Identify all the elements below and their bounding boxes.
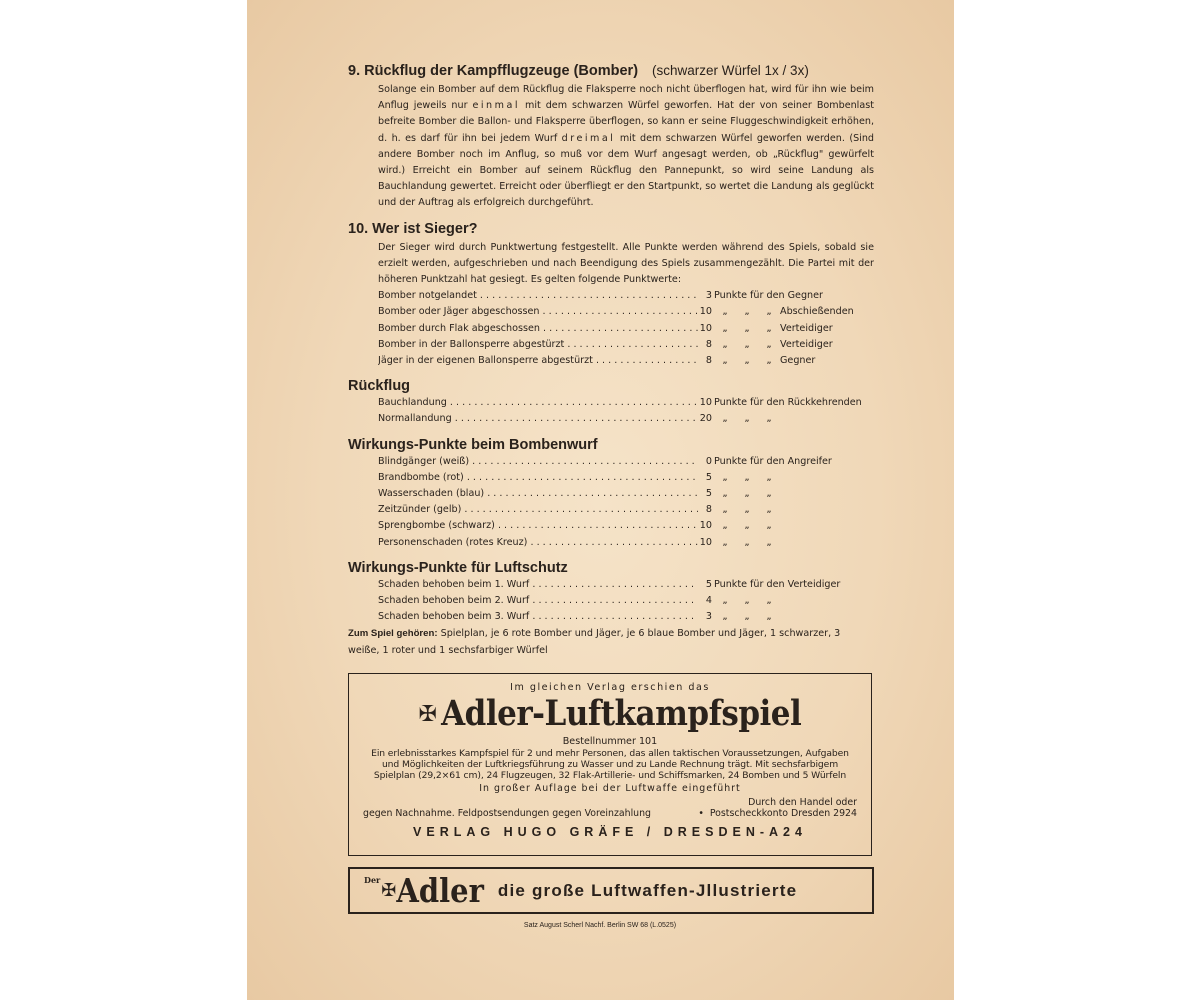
score-row [378, 353, 874, 369]
score-points: 10 [699, 536, 712, 548]
score-points: 5 [705, 578, 712, 590]
score-recipient [714, 454, 832, 470]
score-points: 10 [699, 520, 712, 532]
score-recipient [714, 486, 780, 502]
score-points: 5 [705, 488, 712, 500]
ad-adoption-note: In großer Auflage bei der Luftwaffe eingeführt [479, 782, 741, 794]
ditto-mark: „ [744, 471, 750, 483]
ditto-mark: „ [744, 355, 750, 367]
score-points: 3 [705, 611, 712, 623]
scoring-table-bombs [378, 454, 874, 551]
ditto-mark: „ [744, 488, 750, 500]
ditto-mark: „ [766, 536, 772, 548]
score-label: Brandbombe (rot) . . . [378, 470, 698, 486]
score-recipient [714, 593, 780, 609]
section-9-dice-note: (schwarzer Würfel 1x / 3x) [652, 63, 809, 78]
ad-intro: Im gleichen Verlag erschien das [510, 682, 710, 693]
score-recipient [714, 411, 780, 427]
ditto-mark: „ [722, 355, 728, 367]
score-row [378, 535, 874, 551]
score-points: 4 [705, 595, 712, 607]
score-label: Bauchlandung . . . [378, 395, 698, 411]
ditto-mark: „ [722, 520, 728, 532]
section-10-title: 10. Wer ist Sieger? [348, 220, 478, 237]
ditto-mark: „ [766, 322, 772, 334]
score-points: 10 [699, 306, 712, 318]
rules-content [348, 62, 874, 659]
ditto-mark: „ [766, 488, 772, 500]
eagle-icon: ✠ [381, 880, 397, 901]
ditto-mark: „ [766, 355, 772, 367]
score-points: 10 [699, 322, 712, 334]
score-label: Bomber notgelandet . . . [378, 288, 698, 304]
score-recipient [714, 535, 780, 551]
score-recipient-text: Verteidiger [780, 322, 833, 334]
ditto-mark: „ [744, 322, 750, 334]
ditto-mark: „ [722, 471, 728, 483]
score-row [378, 502, 874, 518]
ditto-mark: „ [722, 536, 728, 548]
score-recipient-text: Gegner [780, 355, 816, 367]
ad-trade-note: Durch den Handel oder [748, 796, 857, 808]
score-row [378, 486, 874, 502]
ditto-mark: „ [722, 306, 728, 318]
score-points: 20 [699, 413, 712, 425]
ditto-mark: „ [744, 520, 750, 532]
score-recipient-text: Punkte für den Verteidiger [714, 578, 841, 590]
ditto-mark: „ [766, 520, 772, 532]
score-recipient [714, 288, 823, 304]
score-label: Schaden behoben beim 2. Wurf . . . [378, 593, 698, 609]
ditto-mark: „ [722, 611, 728, 623]
ditto-mark: „ [744, 413, 750, 425]
score-row [378, 321, 874, 337]
scoring-table-return [378, 395, 874, 427]
scoring-table-air-defense [378, 577, 874, 626]
ditto-mark: „ [766, 413, 772, 425]
ditto-mark: „ [722, 322, 728, 334]
score-recipient [714, 304, 854, 320]
score-recipient-text: Punkte für den Rückkehrenden [714, 397, 862, 409]
ad-description: Ein erlebnisstarkes Kampfspiel für 2 und mehr Personen, das allen taktischen Voraussetzungen, Aufgaben und Möglichkeiten der Luftkriegsführung zu Wasser und zu Lande Rechnung trägt. Mit sechsfarbigem Spielplan (29,2×61 cm), 24 Flugzeugen, 32 Flak-Artillerie- und Schiffsmarken, 24 Bomben und 5 Würfeln [371, 748, 849, 782]
ditto-mark: „ [766, 504, 772, 516]
score-row [378, 609, 874, 625]
score-points: 10 [699, 397, 712, 409]
score-recipient [714, 470, 780, 486]
score-recipient [714, 502, 780, 518]
score-label: Sprengbombe (schwarz) . . . [378, 518, 698, 534]
ditto-mark: „ [766, 611, 772, 623]
ditto-mark: „ [722, 504, 728, 516]
score-row [378, 411, 874, 427]
ad-publisher: VERLAG HUGO GRÄFE / DRESDEN-A24 [413, 824, 807, 839]
ditto-mark: „ [744, 338, 750, 350]
score-recipient [714, 609, 780, 625]
score-row [378, 577, 874, 593]
advertisement-box [348, 673, 872, 856]
ditto-mark: „ [766, 471, 772, 483]
ad-product-name: Adler-Luftkampfspiel [441, 693, 802, 735]
ditto-mark: „ [744, 306, 750, 318]
score-row [378, 288, 874, 304]
ditto-mark: „ [722, 338, 728, 350]
score-points: 8 [705, 355, 712, 367]
magazine-banner [348, 867, 874, 914]
score-label: Normallandung . . . [378, 411, 698, 427]
score-label: Blindgänger (weiß) . . . [378, 454, 698, 470]
score-row [378, 304, 874, 320]
ditto-mark: „ [744, 595, 750, 607]
luftschutz-title: Wirkungs-Punkte für Luftschutz [348, 559, 568, 576]
ad-brand [349, 693, 871, 735]
ditto-mark: „ [766, 306, 772, 318]
section-10-text: Der Sieger wird durch Punktwertung festgestellt. Alle Punkte werden während des Spiels, sobald sie erzielt werden, aufgeschrieben und nach Beendigung des Spiels zusammengezählt. Die Partei mit der höheren Punktzahl hat gesiegt. Es gelten folgende Punktwerte: [378, 241, 874, 286]
score-row [378, 395, 874, 411]
score-label: Bomber durch Flak abgeschossen . . . [378, 321, 698, 337]
section-9-text: Solange ein Bomber auf dem Rückflug die Flaksperre noch nicht überflogen hat, wird für ihn wie beim Anflug jeweils nur einmal mit dem schwarzen Würfel geworfen. Hat der von seiner Bombenlast befreite Bomber die Ballon- und Flaksperre überflogen, so kann er seine Fluggeschwindigkeit erhöhen, d. h. es darf für ihn bei jedem Wurf dreimal mit dem schwarzen Würfel geworfen werden. (Sind andere Bomber noch im Anflug, so muß vor dem Wurf angesagt werden, ob „Rückflug" gewürfelt wird.) Erreicht ein Bomber auf seinem Rückflug den Pannepunkt, so wird seine Landung als Bauchlandung gewertet. Erreicht oder überfliegt er den Startpunkt, so wertet die Landung als geglückt und der Auftrag als erfolgreich durchgeführt. [378, 84, 874, 209]
ditto-mark: „ [744, 611, 750, 623]
score-recipient [714, 321, 833, 337]
score-label: Bomber in der Ballonsperre abgestürzt . . . [378, 337, 698, 353]
bombenwurf-title: Wirkungs-Punkte beim Bombenwurf [348, 436, 598, 453]
score-recipient-text: Punkte für den Angreifer [714, 455, 832, 467]
score-recipient-text: Abschießenden [780, 306, 854, 318]
game-contents: Zum Spiel gehören: Spielplan, je 6 rote Bomber und Jäger, je 6 blaue Bomber und Jäger, 1 schwarzer, 3 weiße, 1 roter und 1 sechsfarbiger Würfel [348, 628, 841, 656]
ditto-mark: „ [722, 413, 728, 425]
eagle-icon: ✠ [418, 701, 438, 727]
score-points: 8 [705, 504, 712, 516]
banner-logo: Adler [396, 871, 484, 910]
score-label: Schaden behoben beim 3. Wurf . . . [378, 609, 698, 625]
score-row [378, 593, 874, 609]
score-recipient [714, 577, 840, 593]
score-label: Personenschaden (rotes Kreuz) . . . [378, 535, 698, 551]
banner-der: Der [364, 875, 381, 885]
ditto-mark: „ [766, 595, 772, 607]
score-row [378, 454, 874, 470]
ad-order-number: Bestellnummer 101 [562, 736, 658, 747]
scoring-table-general [378, 288, 874, 369]
score-label: Wasserschaden (blau) . . . [378, 486, 698, 502]
score-label: Jäger in der eigenen Ballonsperre abgestürzt . . . [378, 353, 698, 369]
score-recipient [714, 518, 780, 534]
score-points: 8 [705, 338, 712, 350]
score-recipient-text: Verteidiger [780, 338, 833, 350]
printer-imprint: Satz August Scherl Nachf. Berlin SW 68 (L.0525) [523, 922, 677, 929]
score-row [378, 337, 874, 353]
score-recipient-text: Punkte für den Gegner [714, 290, 823, 302]
ditto-mark: „ [722, 595, 728, 607]
ad-payment-line: gegen Nachnahme. Feldpostsendungen gegen Voreinzahlung • Postscheckkonto Dresden 2924 [363, 807, 857, 819]
ditto-mark: „ [766, 338, 772, 350]
score-points: 3 [705, 290, 712, 302]
score-recipient [714, 353, 815, 369]
section-9-title: 9. Rückflug der Kampfflugzeuge (Bomber) (schwarzer Würfel 1x / 3x) [348, 63, 809, 79]
score-recipient [714, 395, 862, 411]
score-row [378, 518, 874, 534]
score-recipient [714, 337, 833, 353]
score-points: 5 [705, 471, 712, 483]
score-points: 0 [705, 455, 712, 467]
score-label: Schaden behoben beim 1. Wurf . . . [378, 577, 698, 593]
score-label: Zeitzünder (gelb) . . . [378, 502, 698, 518]
ditto-mark: „ [744, 504, 750, 516]
score-row [378, 470, 874, 486]
score-label: Bomber oder Jäger abgeschossen . . . [378, 304, 698, 320]
ditto-mark: „ [722, 488, 728, 500]
banner-slogan: die große Luftwaffen-Jllustrierte [497, 880, 798, 900]
rueckflug-title: Rückflug [348, 378, 411, 395]
ditto-mark: „ [744, 536, 750, 548]
